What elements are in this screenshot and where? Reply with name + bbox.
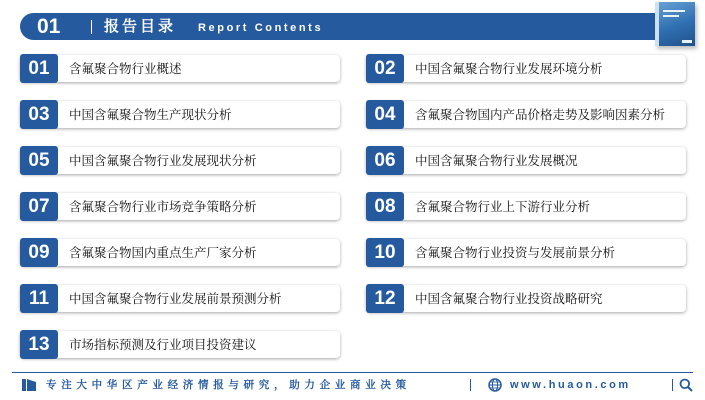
toc-item-label: 含氟聚合物国内产品价格走势及影响因素分析 xyxy=(415,107,666,122)
toc-item-label: 中国含氟聚合物行业发展现状分析 xyxy=(69,153,257,168)
toc-item-label: 含氟聚合物行业投资与发展前景分析 xyxy=(415,245,616,260)
toc-item-number: 05 xyxy=(20,146,58,175)
toc-item-label: 中国含氟聚合物生产现状分析 xyxy=(69,107,232,122)
section-number: 01 xyxy=(37,15,61,38)
toc-item-06[interactable] xyxy=(366,147,686,174)
page-title: 报告目录 xyxy=(104,17,177,35)
toc-item-number: 11 xyxy=(20,284,58,313)
toc-item-label: 含氟聚合物行业概述 xyxy=(69,61,182,76)
footer-separator xyxy=(470,379,471,391)
toc-item-label: 中国含氟聚合物行业发展概况 xyxy=(415,153,578,168)
toc-item-02[interactable] xyxy=(366,55,686,82)
toc-item-number: 03 xyxy=(20,100,58,129)
footer-separator xyxy=(672,379,673,391)
footer-slogan: 专注大中华区产业经济情报与研究，助力企业商业决策 xyxy=(46,379,411,391)
toc-item-label: 中国含氟聚合物行业发展环境分析 xyxy=(415,61,603,76)
toc-item-number: 06 xyxy=(366,146,404,175)
toc-item-label: 含氟聚合物行业上下游行业分析 xyxy=(415,199,591,214)
toc-item-label: 中国含氟聚合物行业投资战略研究 xyxy=(415,291,603,306)
toc-item-number: 02 xyxy=(366,54,404,83)
search-icon[interactable] xyxy=(679,378,693,392)
toc-item-10[interactable] xyxy=(366,239,686,266)
toc-item-number: 09 xyxy=(20,238,58,267)
book-cover-image xyxy=(655,2,695,46)
toc-item-13[interactable] xyxy=(20,331,340,358)
toc-item-07[interactable] xyxy=(20,193,340,220)
toc-item-11[interactable] xyxy=(20,285,340,312)
toc-item-number: 08 xyxy=(366,192,404,221)
toc-item-number: 13 xyxy=(20,330,58,359)
toc-item-number: 12 xyxy=(366,284,404,313)
footer xyxy=(12,376,693,394)
toc-item-number: 07 xyxy=(20,192,58,221)
section-header xyxy=(20,13,686,40)
toc-item-05[interactable] xyxy=(20,147,340,174)
toc-item-04[interactable] xyxy=(366,101,686,128)
toc-item-number: 01 xyxy=(20,54,58,83)
page-subtitle: Report Contents xyxy=(198,22,324,34)
toc-item-08[interactable] xyxy=(366,193,686,220)
website-link[interactable]: www.huaon.com xyxy=(510,379,631,391)
toc-item-label: 市场指标预测及行业项目投资建议 xyxy=(69,337,257,352)
logo-icon xyxy=(22,378,36,392)
toc-item-number: 10 xyxy=(366,238,404,267)
globe-icon xyxy=(488,378,502,392)
toc-item-label: 含氟聚合物国内重点生产厂家分析 xyxy=(69,245,257,260)
toc-item-09[interactable] xyxy=(20,239,340,266)
toc-item-12[interactable] xyxy=(366,285,686,312)
header-divider xyxy=(91,20,92,34)
footer-divider xyxy=(12,372,693,373)
toc-item-label: 中国含氟聚合物行业发展前景预测分析 xyxy=(69,291,282,306)
toc-item-label: 含氟聚合物行业市场竞争策略分析 xyxy=(69,199,257,214)
toc-item-01[interactable] xyxy=(20,55,340,82)
toc-item-03[interactable] xyxy=(20,101,340,128)
toc-item-number: 04 xyxy=(366,100,404,129)
